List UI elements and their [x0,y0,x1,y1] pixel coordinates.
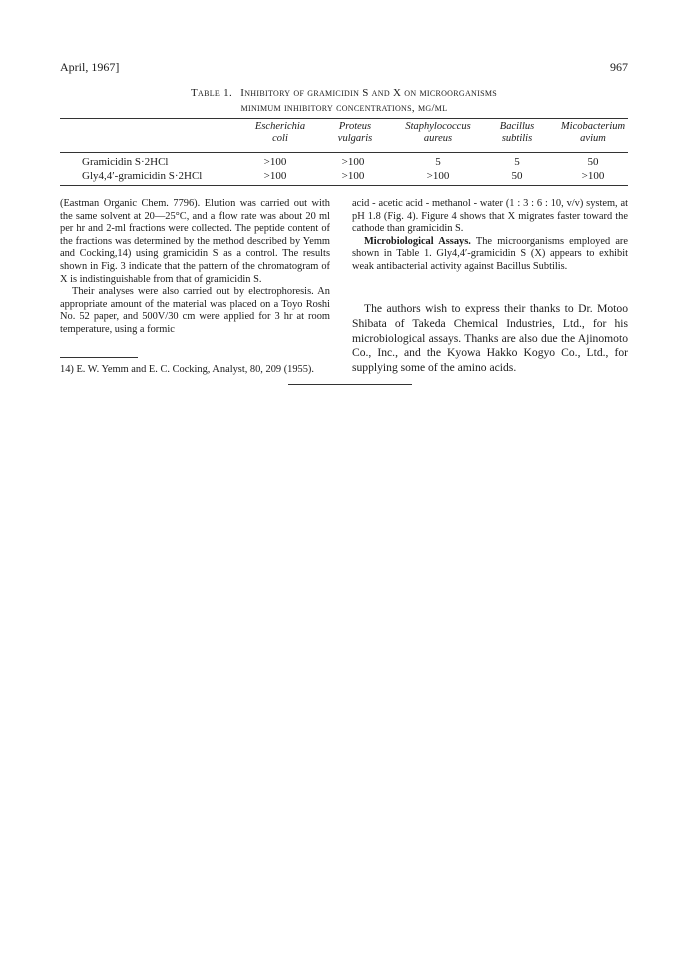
table-cell: >100 [263,156,287,168]
column-header-line: Escherichia [254,121,306,132]
table-cell: >100 [341,156,365,168]
table-cell: >100 [581,170,605,182]
column-header-line: Bacillus [499,121,535,132]
column-header-line: aureus [423,133,453,144]
paragraph: (Eastman Organic Chem. 7796). Elution was carried out with the same solvent at 20—25°C, and a flow rate was about 20 ml per hr and 2-ml fractions were collected. The peptide content of the fractions was determined by the method described by Yemm and Cocking,14) using gramicidin S as a control. The results shown in Fig. 3 indicate that the pattern of the chromatogram of X is indistinguishable from that of gramicidin S. [60,198,330,285]
table-title: Inhibitory of gramicidin S and X on microorganisms [240,87,497,99]
column-header-proteus [318,121,392,145]
column-header-bacillus [484,121,550,145]
table-cell: >100 [426,170,450,182]
end-rule [288,384,412,385]
column-header-escherichia [240,121,320,145]
table-caption-line1 [60,86,628,101]
column-header-line: subtilis [501,133,533,144]
table-cell: 5 [435,156,441,168]
right-column-text [352,198,628,274]
table-cell: >100 [341,170,365,182]
paragraph [352,236,628,274]
table-cell: >100 [263,170,287,182]
table-subtitle: minimum inhibitory concentrations, μg/ml [240,102,448,114]
table-top-rule [60,118,628,119]
table-cell: 5 [514,156,520,168]
running-header-date: April, 1967] [60,60,120,74]
footnote-rule [60,357,138,358]
column-header-line: coli [272,133,288,144]
column-header-staphylococcus [388,121,488,145]
paragraph: acid - acetic acid - methanol - water (1 : 3 : 6 : 10, v/v) system, at pH 1.8 (Fig. 4). Figure 4 shows that X migrates faster toward the cathode than gramicidin S. [352,198,628,235]
page-number: 967 [610,60,628,74]
column-header-line: Micobacterium [560,121,626,132]
column-header-line: Staphylococcus [405,121,471,132]
table-cell: 50 [511,170,523,182]
table-cell: 50 [587,156,599,168]
column-header-micobacterium [550,121,636,145]
left-column-text [60,198,330,337]
table-row-label: Gramicidin S·2HCl [82,156,169,168]
table-bottom-rule [60,185,628,186]
column-header-line: Proteus [338,121,372,132]
column-header-line: vulgaris [337,133,373,144]
footnote-14: 14) E. W. Yemm and E. C. Cocking, Analyst, 80, 209 (1955). [60,364,314,375]
paragraph-body: The microorganisms employed are shown in Table 1. Gly4,4′-gramicidin S (X) appears to exhibit weak antibacterial activity against Bacillus Subtilis. [352,235,629,272]
table-header-rule [60,152,628,153]
table-row-label: Gly4,4′-gramicidin S·2HCl [82,170,203,182]
paragraph: Their analyses were also carried out by electrophoresis. An appropriate amount of the material was placed on a Toyo Roshi No. 52 paper, and 500V/30 cm were applied for 3 hr at room temperature, using a formic [60,286,330,335]
section-heading: Microbiological Assays. [364,235,471,247]
column-header-line: avium [580,133,606,144]
table-label: Table 1. [191,87,233,99]
acknowledgment: The authors wish to express their thanks to Dr. Motoo Shibata of Takeda Chemical Industries, Ltd., for his microbiological assays. Thanks are also due the Ajinomoto Co., Inc., and the Kyowa Hakko Kogyo Co., Ltd., for supplying some of the amino acids. [352,302,628,375]
table-caption [60,86,628,116]
